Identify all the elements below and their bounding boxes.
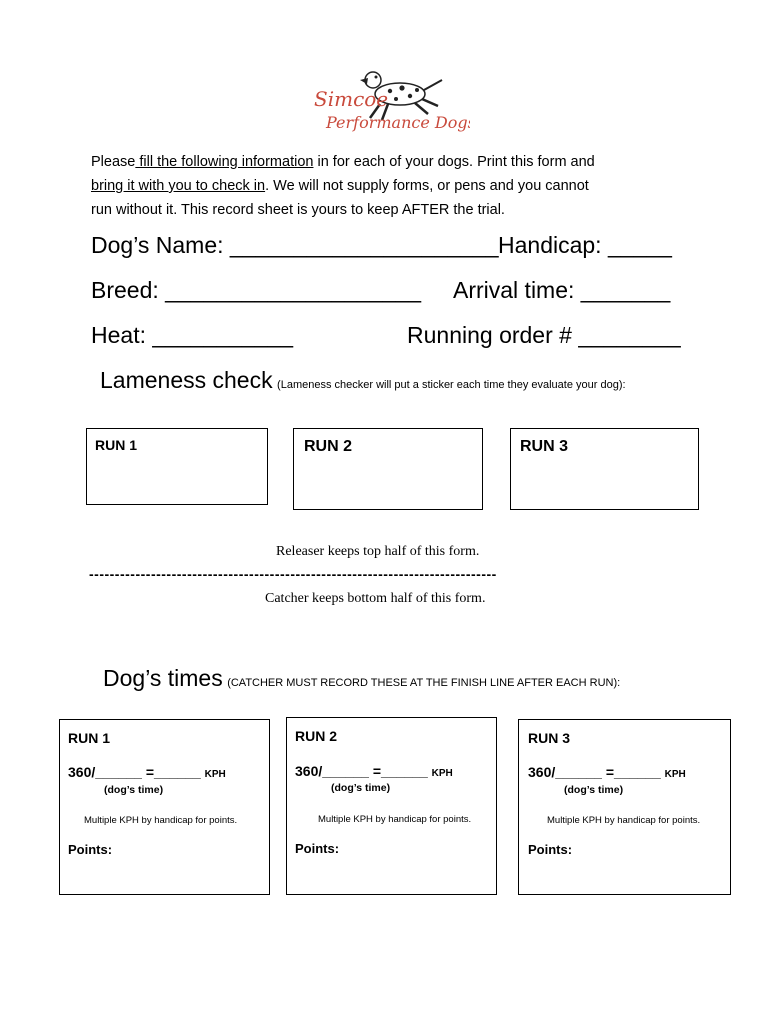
times-run-1-dog-time: (dog’s time): [104, 784, 164, 796]
lameness-run-3-label: RUN 3: [520, 438, 569, 455]
running-order-field[interactable]: Running order # ________: [407, 322, 681, 348]
breed-field[interactable]: Breed: ____________________: [91, 277, 421, 303]
intro-line-1: Please fill the following information in for each of your dogs. Print this form and: [91, 154, 595, 170]
times-note: (CATCHER MUST RECORD THESE AT THE FINISH LINE AFTER EACH RUN):: [227, 677, 621, 689]
times-run-2-points[interactable]: Points:: [295, 841, 340, 856]
intro-line-3: run without it. This record sheet is yours to keep AFTER the trial.: [91, 202, 505, 218]
lameness-heading: [100, 367, 626, 394]
times-run-1-calc[interactable]: 360/______ =______ KPH: [68, 764, 226, 780]
logo-line2: Performance Dogs: [326, 113, 470, 132]
lameness-title: Lameness check: [100, 367, 273, 393]
times-run-2-calc[interactable]: 360/______ =______ KPH: [295, 763, 453, 779]
times-run-1-label: RUN 1: [68, 730, 111, 746]
releaser-note: Releaser keeps top half of this form.: [276, 544, 480, 559]
lameness-run-1-label: RUN 1: [95, 437, 138, 453]
times-box-run-2[interactable]: [286, 717, 497, 895]
times-run-3-calc[interactable]: 360/______ =______ KPH: [528, 764, 686, 780]
handicap-field[interactable]: Handicap: _____: [498, 232, 672, 258]
times-box-run-1[interactable]: [59, 719, 270, 895]
times-run-3-label: RUN 3: [528, 730, 571, 746]
lameness-box-run-1[interactable]: [86, 428, 268, 505]
times-run-3-dog-time: (dog’s time): [564, 784, 624, 796]
times-run-1-note: Multiple KPH by handicap for points.: [84, 815, 238, 826]
logo: [310, 66, 470, 136]
lameness-run-2-label: RUN 2: [304, 438, 353, 455]
dalmatian-dog-icon: [310, 66, 470, 136]
lameness-box-run-2[interactable]: [293, 428, 483, 510]
intro-line-2: bring it with you to check in. We will not supply forms, or pens and you cannot: [91, 178, 589, 194]
times-run-2-dog-time: (dog’s time): [331, 782, 391, 794]
times-run-2-note: Multiple KPH by handicap for points.: [318, 814, 472, 825]
tear-line: -------------------------------------------------------------------------------: [89, 566, 497, 582]
times-box-run-3[interactable]: [518, 719, 731, 895]
intro-paragraph: [91, 150, 691, 222]
times-title: Dog’s times: [103, 665, 223, 691]
times-heading: [103, 665, 620, 692]
dogs-name-field[interactable]: Dog’s Name: _____________________: [91, 232, 499, 258]
times-run-3-points[interactable]: Points:: [528, 842, 573, 857]
times-run-3-note: Multiple KPH by handicap for points.: [547, 815, 701, 826]
lameness-box-run-3[interactable]: [510, 428, 699, 510]
times-run-2-label: RUN 2: [295, 728, 338, 744]
lameness-note: (Lameness checker will put a sticker each time they evaluate your dog):: [277, 379, 626, 391]
catcher-note: Catcher keeps bottom half of this form.: [265, 591, 486, 606]
times-run-1-points[interactable]: Points:: [68, 842, 113, 857]
arrival-time-field[interactable]: Arrival time: _______: [453, 277, 671, 303]
heat-field[interactable]: Heat: ___________: [91, 322, 294, 348]
logo-line1: Simcoe: [314, 87, 389, 111]
